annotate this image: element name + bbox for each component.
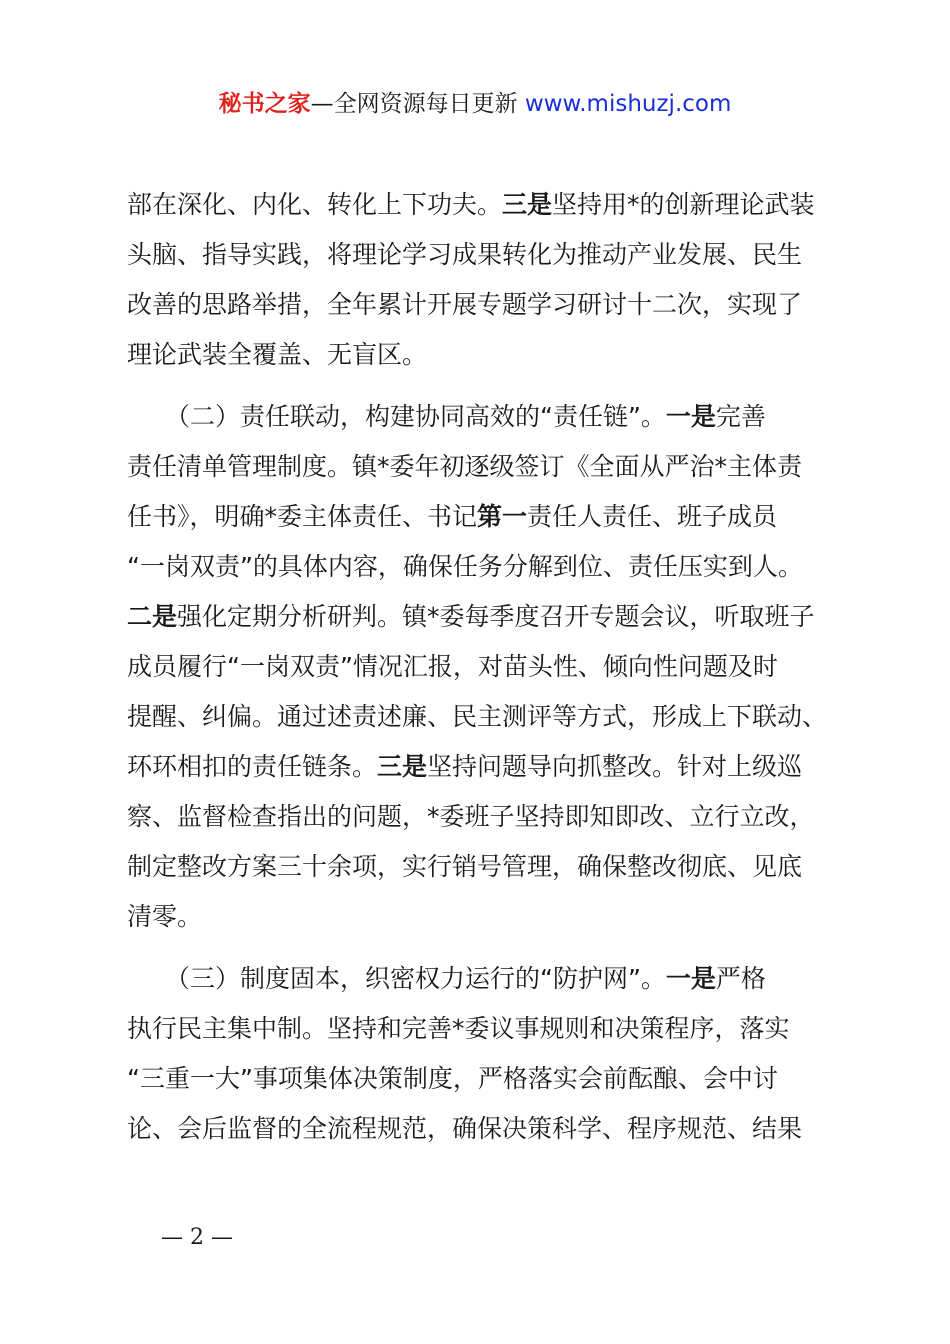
text-line [127,1004,847,1054]
text-line [127,392,847,442]
body-text: 责任人责任、班子成员 [527,502,778,531]
body-text: 改善的思路举措，全年累计开展专题学习研讨十二次，实现了 [127,290,803,319]
emphasis-text: 第一 [477,502,528,531]
emphasis-text: 一是 [665,964,716,993]
body-text: 成员履行“一岗双责”情况汇报，对苗头性、倾向性问题及时 [127,652,778,681]
body-text: 任书》，明确*委主体责任、书记 [127,502,478,531]
body-text: “一岗双责”的具体内容，确保任务分解到位、责任压实到人。 [127,552,803,581]
body-text: 论、会后监督的全流程规范，确保决策科学、程序规范、结果 [127,1114,803,1143]
paragraph-gap [127,380,847,392]
text-line [127,792,847,842]
text-line [127,642,847,692]
text-line [127,842,847,892]
body-text: 制定整改方案三十余项，实行销号管理，确保整改彻底、见底 [127,852,803,881]
text-line [127,742,847,792]
body-text: 环环相扣的责任链条。 [127,752,378,781]
body-text: （三）制度固本，织密权力运行的“防护网”。 [165,964,666,993]
text-line [127,330,847,380]
body-text: 察、监督检查指出的问题，*委班子坚持即知即改、立行立改， [127,802,815,831]
body-text: 执行民主集中制。坚持和完善*委议事规则和决策程序，落实 [127,1014,790,1043]
body-text: 理论武装全覆盖、无盲区。 [127,340,428,369]
body-text: （二）责任联动，构建协同高效的“责任链”。 [165,402,666,431]
body-text: 坚持用*的创新理论武装 [552,190,815,219]
paragraph [127,954,847,1154]
body-text: “三重一大”事项集体决策制度，严格落实会前酝酿、会中讨 [127,1064,778,1093]
body-text: 头脑、指导实践，将理论学习成果转化为推动产业发展、民生 [127,240,803,269]
text-line [127,492,847,542]
text-line [127,230,847,280]
emphasis-text: 三是 [502,190,553,219]
brand-name: 秘书之家 [218,91,311,117]
body-text: 责任清单管理制度。镇*委年初逐级签订《全面从严治*主体责 [127,452,803,481]
site-url-link[interactable]: www.mishuzj.com [524,91,732,117]
text-line [127,954,847,1004]
body-text: 清零。 [127,902,203,931]
text-line [127,592,847,642]
body-text: 完善 [715,402,766,431]
body-text: 强化定期分析研判。镇*委每季度召开专题会议，听取班子 [177,602,815,631]
body-text: 部在深化、内化、转化上下功夫。 [127,190,503,219]
header-slogan: —全网资源每日更新 [310,91,525,117]
body-text: 坚持问题导向抓整改。针对上级巡 [427,752,803,781]
text-line [127,692,847,742]
document-body [127,180,847,1154]
emphasis-text: 三是 [377,752,428,781]
text-line [127,542,847,592]
page-number: — 2 — [161,1225,233,1250]
body-text: 严格 [715,964,766,993]
emphasis-text: 一是 [665,402,716,431]
text-line [127,892,847,942]
body-text: 提醒、纠偏。通过述责述廉、民主测评等方式，形成上下联动、 [127,702,828,731]
text-line [127,1104,847,1154]
text-line [127,442,847,492]
paragraph-gap [127,942,847,954]
text-line [127,1054,847,1104]
text-line [127,280,847,330]
site-header-banner [0,88,950,120]
emphasis-text: 二是 [127,602,178,631]
paragraph [127,180,847,380]
text-line [127,180,847,230]
paragraph [127,392,847,942]
